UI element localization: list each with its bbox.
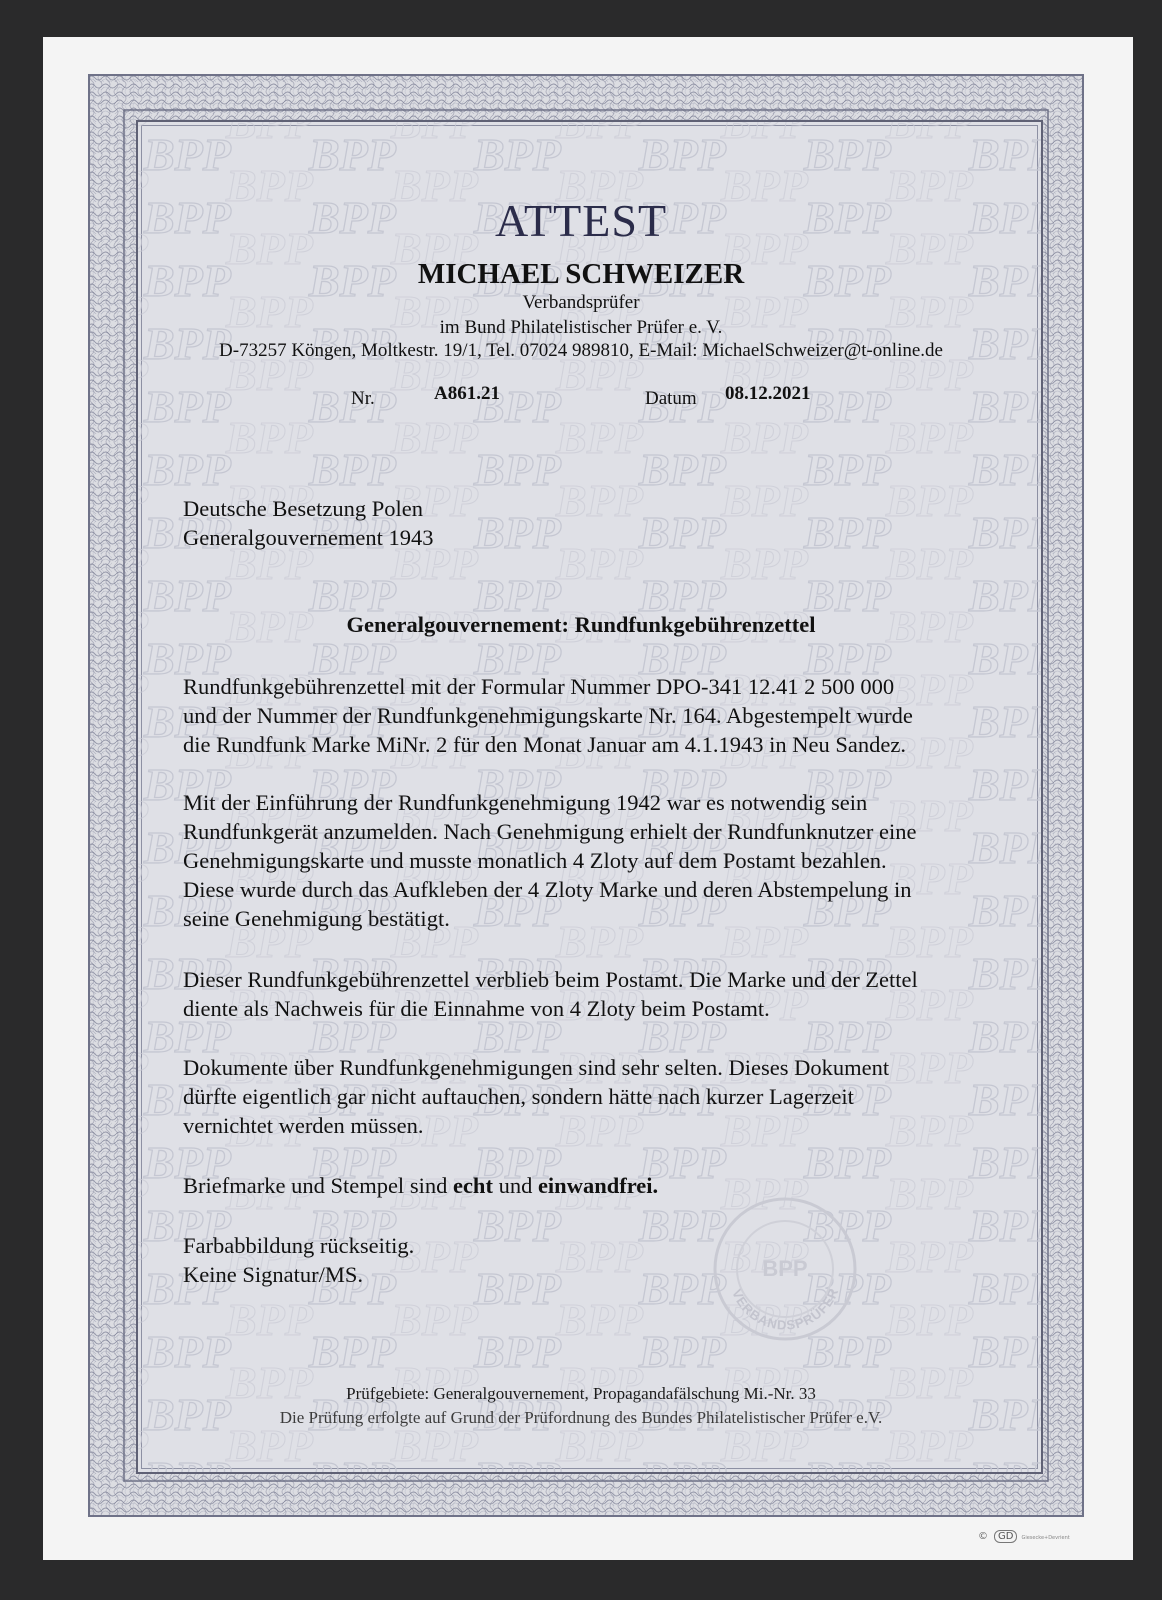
paragraph-2-line-4: Diese wurde durch das Aufkleben der 4 Zloty Marke und deren Abstempelung in xyxy=(183,877,912,902)
subject-line-1: Deutsche Besetzung Polen xyxy=(183,496,423,521)
paragraph-2-line-3: Genehmigungskarte und musste monatlich 4 Zloty auf dem Postamt bezahlen. xyxy=(183,848,887,873)
examiner-address: D-73257 Köngen, Moltkestr. 19/1, Tel. 07024 989810, E-Mail: MichaelSchweizer@t-online.de xyxy=(219,340,943,361)
verdict-einwandfrei: einwandfrei. xyxy=(537,1173,659,1198)
examiner-association: im Bund Philatelistischer Prüfer e. V. xyxy=(439,317,723,338)
verdict-und: und xyxy=(498,1173,533,1198)
svg-text:BPP: BPP xyxy=(762,1256,808,1281)
paragraph-4-line-1: Dokumente über Rundfunkgenehmigungen sind sehr selten. Dieses Dokument xyxy=(183,1055,890,1080)
verdict-prefix: Briefmarke und Stempel sind xyxy=(183,1173,448,1198)
paragraph-3-line-1: Dieser Rundfunkgebührenzettel verblieb beim Postamt. Die Marke und der Zettel xyxy=(183,967,918,992)
copyright-mark xyxy=(978,1530,1070,1543)
footer-pruefordnung: Die Prüfung erfolgte auf Grund der Prüfordnung des Bundes Philatelistischer Prüfer e.V. xyxy=(279,1408,883,1427)
subject-line-2: Generalgouvernement 1943 xyxy=(183,525,434,550)
certificate-number-value: A861.21 xyxy=(434,383,500,404)
paragraph-1-line-2: und der Nummer der Rundfunkgenehmigungskarte Nr. 164. Abgestempelt wurde xyxy=(183,703,913,728)
paragraph-4-line-3: vernichtet werden müssen. xyxy=(183,1113,424,1138)
paragraph-2-line-5: seine Genehmigung bestätigt. xyxy=(183,906,450,931)
subject-heading: Generalgouvernement: Rundfunkgebührenzettel xyxy=(346,612,816,637)
certificate-date-label: Datum xyxy=(645,388,697,409)
gd-logo-icon: GD xyxy=(994,1530,1017,1543)
paragraph-3-line-2: diente als Nachweis für die Einnahme von 4 Zloty beim Postamt. xyxy=(183,996,770,1021)
certificate-date-value: 08.12.2021 xyxy=(725,383,811,404)
examiner-role: Verbandsprüfer xyxy=(522,292,640,313)
copyright-maker: Giesecke+Devrient xyxy=(1021,1535,1070,1541)
paragraph-2-line-2: Rundfunkgerät anzumelden. Nach Genehmigung erhielt der Rundfunknutzer eine xyxy=(183,819,917,844)
copyright-symbol: © xyxy=(978,1531,988,1542)
footer-pruefgebiete: Prüfgebiete: Generalgouvernement, Propagandafälschung Mi.-Nr. 33 xyxy=(346,1384,816,1403)
certificate-number-label: Nr. xyxy=(351,388,375,409)
verdict-echt: echt xyxy=(452,1173,493,1198)
verdict-line xyxy=(183,1171,658,1201)
examiner-seal-stamp xyxy=(710,1194,860,1344)
paragraph-1-line-3: die Rundfunk Marke MiNr. 2 für den Monat Januar am 4.1.1943 in Neu Sandez. xyxy=(183,732,906,757)
note-no-signature: Keine Signatur/MS. xyxy=(183,1262,363,1287)
paragraph-2-line-1: Mit der Einführung der Rundfunkgenehmigung 1942 war es notwendig sein xyxy=(183,790,868,815)
note-color-image: Farbabbildung rückseitig. xyxy=(183,1233,415,1258)
paragraph-4-line-2: dürfte eigentlich gar nicht auftauchen, sondern hätte nach kurzer Lagerzeit xyxy=(183,1084,854,1109)
certificate-title: ATTEST xyxy=(494,195,668,246)
svg-text:VERBANDSPRÜFER: VERBANDSPRÜFER xyxy=(729,1285,842,1333)
paragraph-1-line-1: Rundfunkgebührenzettel mit der Formular Nummer DPO-341 12.41 2 500 000 xyxy=(183,674,895,699)
examiner-name: MICHAEL SCHWEIZER xyxy=(417,258,745,290)
